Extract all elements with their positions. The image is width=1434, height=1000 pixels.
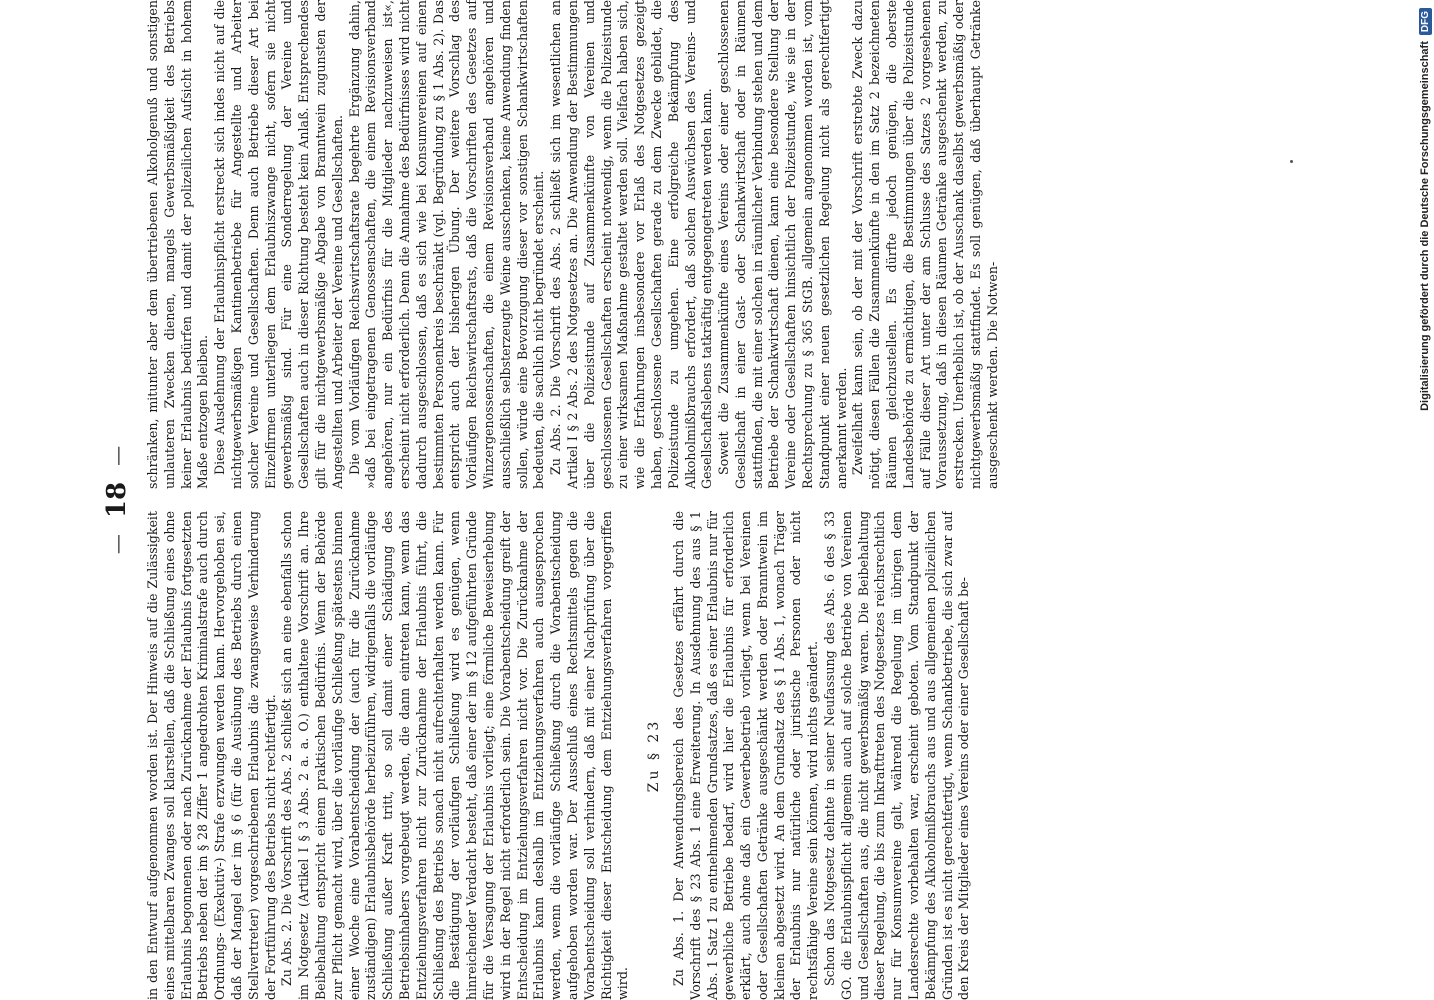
digitization-credit — [1408, 0, 1434, 1000]
paragraph: Zweifelhaft kann sein, ob der mit der Vorschrift erstrebte Zweck dazu nötigt, diesen Fällen die Zusammenkünfte in den im Satz 2 bezeichneten Räumen gleichzustellen. Es dürfte jedoch genügen, die oberste Landesbehörde zu ermächtigen, die Bestimmungen über die Polizeistunde auf Fälle dieser Art unter der am Schlusse des Satzes 2 vorgesehenen Voraussetzung, daß in diesen Räumen Getränke ausgeschenkt werden, zu erstrecken. Unerheblich ist, ob der Ausschank daselbst gewerbsmäßig oder nichtgewerbsmäßig stattfindet. Es soll genügen, daß überhaupt Getränke ausgeschenkt werden. Die Notwen- — [850, 0, 1000, 489]
document-page — [97, 0, 1297, 1000]
page-header — [97, 0, 137, 1000]
header-dash-right: — — [105, 445, 129, 466]
paragraph: in den Entwurf aufgenommen worden ist. Der Hinweis auf die Zulässigkeit eines mittelbaren Zwanges soll klarstellen, daß die Schließung eines ohne Erlaubnis begonnenen oder nach Zurücknahme der Erlaubnis fortgesetzten Betriebs neben der im § 28 Ziffer 1 angedrohten Kriminalstrafe auch durch Ordnungs- (Exekutiv-) Strafe erzwungen werden kann. Hervorgehoben sei, daß der Mangel der im § 6 (für die Ausübung des Betriebs durch einen Stellvertreter) vorgeschriebenen Erlaubnis die zwangsweise Verhinderung der Fortführung des Betriebs nicht rechtfertigt. — [145, 511, 278, 1000]
credit-text: Digitalisierung gefördert durch die Deutsche Forschungsgemeinschaft — [1419, 41, 1431, 411]
paragraph: schränken, mitunter aber dem übertriebenen Alkoholgenuß und sonstigen unlauteren Zwecken dienen, mangels Gewerbsmäßigkeit des Betriebs keiner Erlaubnis bedürfen und damit der polizeilichen Aufsicht in hohem Maße entzogen bleiben. — [145, 0, 211, 489]
page-number: 18 — [102, 481, 132, 519]
paragraph: Zu Abs. 2. Die Vorschrift des Abs. 2 schließt sich im wesentlichen an Artikel I § 2 Abs. 2 des Notgesetzes an. Die Anwendung der Bestimmungen über die Polizeistunde auf Zusammenkünfte von Vereinen und geschlossenen Gesellschaften erscheint notwendig, wenn die Polizeistunde zu einer wirksamen Maßnahme gestaltet werden soll. Vielfach haben sich, wie die Erfahrungen insbesondere vor Erlaß des Notgesetzes gezeigt haben, geschlossene Gesellschaften gerade zu dem Zwecke gebildet, die Polizeistunde zu umgehen. Eine erfolgreiche Bekämpfung des Alkoholmißbrauchs erfordert, daß solchen Auswüchsen des Vereins- und Gesellschaftslebens tatkräftig entgegengetreten werden kann. — [548, 0, 715, 489]
right-column — [145, 0, 1265, 489]
paragraph: Zu Abs. 2. Die Vorschrift des Abs. 2 schließt sich an eine ebenfalls schon im Notgesetz (Artikel I § 3 Abs. 2 a. a. O.) enthaltene Vorschrift an. Ihre Beibehaltung entspricht einem praktischen Bedürfnis. Wenn der Behörde zur Pflicht gemacht wird, über die vorläufige Schließung spätestens binnen einer Woche eine Vorabentscheidung der (auch für die Zurücknahme zuständigen) Erlaubnisbehörde herbeizuführen, widrigenfalls die vorläufige Schließung außer Kraft tritt, so soll damit einer Schädigung des Betriebsinhabers vorgebeugt werden, die dann eintreten kann, wenn das Entziehungsverfahren nicht zur Zurücknahme der Erlaubnis führt, die Schließung des Betriebs sonach nicht aufrechterhalten werden kann. Für die Bestätigung der vorläufigen Schließung wird es genügen, wenn hinreichender Verdacht besteht, daß einer der im § 12 aufgeführten Gründe für die Versagung der Erlaubnis vorliegt; eine förmliche Beweiserhebung wird in der Regel nicht erforderlich sein. Die Vorabentscheidung greift der Entscheidung im Entziehungsverfahren nicht vor. Die Zurücknahme der Erlaubnis kann deshalb im Entziehungsverfahren auch ausgesprochen werden, wenn die vorläufige Schließung durch die Vorabentscheidung aufgehoben worden war. Der Ausschluß eines Rechtsmittels gegen die Vorabentscheidung soll verhindern, daß mit einer Nachprüfung über die Richtigkeit dieser Entscheidung dem Entziehungsverfahren vorgegriffen wird. — [279, 511, 631, 1000]
text-columns — [145, 0, 1265, 1000]
paragraph: Zu Abs. 1. Der Anwendungsbereich des Gesetzes erfährt durch die Vorschrift des § 23 Abs. 1 eine Erweiterung. In Ausdehnung des aus § 1 Abs. 1 Satz 1 zu entnehmenden Grundsatzes, daß es einer Erlaubnis nur für gewerbliche Betriebe bedarf, wird hier die Erlaubnis für erforderlich erklärt, auch ohne daß ein Gewerbebetrieb vorliegt, wenn bei Vereinen oder Gesellschaften Getränke ausgeschänkt werden oder Branntwein im kleinen abgesetzt wird. An dem Grundsatz des § 1 Abs. 1, wonach Träger der Erlaubnis nur natürliche oder juristische Personen oder nicht rechtsfähige Vereine sein können, wird nichts geändert. — [670, 511, 821, 1000]
paragraph: Die vom Vorläufigen Reichswirtschaftsrate begehrte Ergänzung dahin, »daß bei eingetragenen Genossenschaften, die einem Revisionsverband angehören, nur ein Bedürfnis für die Mitglieder nachzuweisen ist«, erscheint nicht erforderlich. Denn die Annahme des Bedürfnisses wird nicht dadurch ausgeschlossen, daß es sich wie bei Konsumvereinen auf einen bestimmten Personenkreis beschränkt (vgl. Begründung zu § 1 Abs. 2). Das entspricht auch der bisherigen Übung. Der weitere Vorschlag des Vorläufigen Reichswirtschaftsrats, daß die Vorschriften des Gesetzes auf Winzergenossenschaften, die einem Revisionsverband angehören und ausschließlich selbsterzeugte Weine ausschenken, keine Anwendung finden sollen, würde eine Bevorzugung dieser vor sonstigen Schankwirtschaften bedeuten, die sachlich nicht begründet erscheint. — [346, 0, 547, 489]
credit-row — [1412, 0, 1434, 1000]
paragraph: Schon das Notgesetz dehnte in seiner Neufassung des Abs. 6 des § 33 GO. die Erlaubnispflicht allgemein auch auf solche Betriebe von Vereinen und Gesellschaften aus, die nicht gewerbsmäßig waren. Die Beibehaltung dieser Regelung, die bis zum Inkrafttreten des Notgesetzes reichsrechtlich nur für Konsumvereine galt, während die Regelung im übrigen dem Landesrechte vorbehalten war, erscheint geboten. Vom Standpunkt der Bekämpfung des Alkoholmißbrauchs aus und aus allgemeinen polizeilichen Gründen ist es nicht gerechtfertigt, wenn Schankbetriebe, die sich zwar auf den Kreis der Mitglieder eines Vereins oder einer Gesellschaft be- — [822, 511, 972, 1000]
header-dash-left: — — [105, 534, 129, 555]
section-heading: Zu § 23 — [646, 718, 663, 793]
scan-speck — [1290, 160, 1293, 163]
left-column — [145, 511, 1265, 1000]
dfg-logo: DFG — [1419, 8, 1432, 35]
paragraph: Soweit die Zusammenkünfte eines Vereins oder einer geschlossenen Gesellschaft in einer Gast- oder Schankwirtschaft oder in Räumen stattfinden, die mit einer solchen in räumlicher Verbindung stehen und dem Betriebe der Schankwirtschaft dienen, kann eine besondere Stellung der Vereine oder Gesellschaften hinsichtlich der Polizeistunde, wie sie in der Rechtsprechung zu § 365 StGB. allgemein angenommen worden ist, vom Standpunkt einer neuen gesetzlichen Regelung nicht als gerechtfertigt anerkannt werden. — [716, 0, 849, 489]
paragraph: Diese Ausdehnung der Erlaubnispflicht erstreckt sich indes nicht auf die nichtgewerbsmäßigen Kantinenbetriebe für Angestellte und Arbeiter solcher Vereine und Gesellschaften. Denn auch Betriebe dieser Art bei Einzelfirmen unterliegen dem Erlaubniszwange nicht, sofern sie nicht gewerbsmäßig sind. Für eine Sonderregelung der Vereine und Gesellschaften auch in dieser Richtung besteht kein Anlaß. Entsprechendes gilt für die nichtgewerbsmäßige Abgabe von Branntwein zugunsten der Angestellten und Arbeiter der Vereine und Gesellschaften. — [212, 0, 345, 489]
